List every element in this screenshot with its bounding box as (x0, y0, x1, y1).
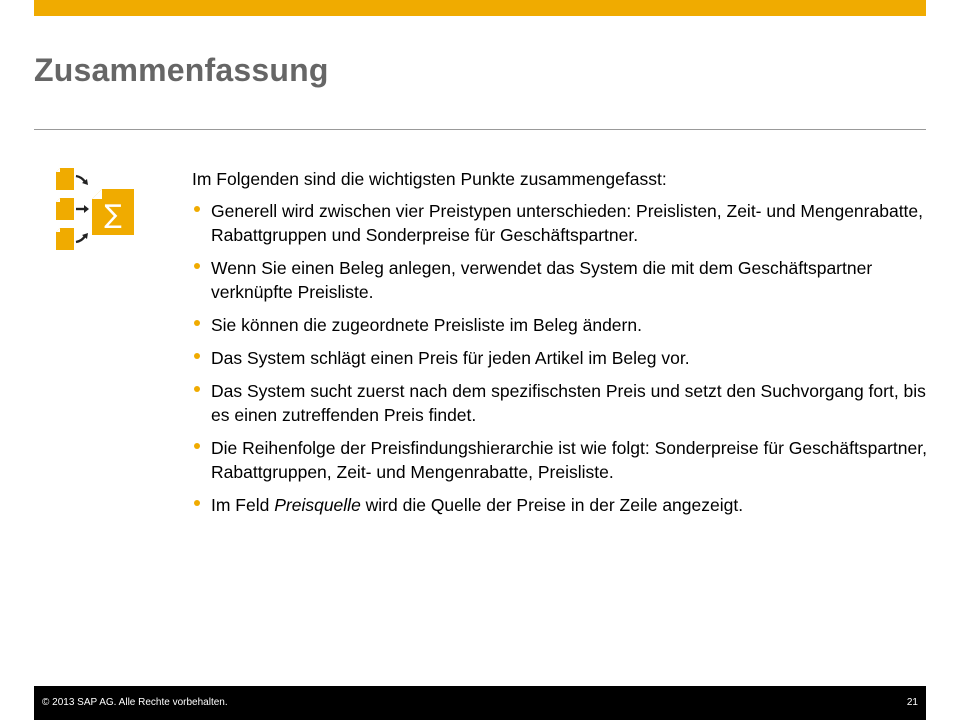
list-item (192, 256, 932, 304)
sigma-icon: ∑ (104, 200, 122, 230)
copyright-notice: © 2013 SAP AG. Alle Rechte vorbehalten. (42, 697, 228, 708)
list-item-text-after: wird die Quelle der Preise in der Zeile angezeigt. (360, 495, 744, 515)
list-item-text: Generell wird zwischen vier Preistypen unterschieden: Preislisten, Zeit- und Mengenrabatte, Rabattgruppen und Sonderpreise für Geschäftspartner. (211, 201, 924, 245)
list-item-text: Sie können die zugeordnete Preisliste im Beleg ändern. (211, 315, 642, 335)
bullet-icon (194, 386, 200, 392)
list-item-text: Das System schlägt einen Preis für jeden Artikel im Beleg vor. (211, 348, 690, 368)
summary-content (192, 167, 932, 526)
footer-bar (34, 686, 926, 720)
arrow-icon (84, 205, 89, 213)
summary-icon (52, 165, 142, 255)
intro-text: Im Folgenden sind die wichtigsten Punkte zusammengefasst: (192, 169, 667, 189)
document-icon (56, 168, 74, 190)
list-item (192, 379, 932, 427)
top-accent-bar (34, 0, 926, 16)
list-item-text: Wenn Sie einen Beleg anlegen, verwendet das System die mit dem Geschäftspartner verknüpfte Preisliste. (211, 258, 873, 302)
bullet-icon (194, 500, 200, 506)
document-icon (56, 198, 74, 220)
list-item (192, 493, 932, 517)
list-item (192, 436, 932, 484)
list-item (192, 346, 932, 370)
bullet-icon (194, 263, 200, 269)
list-item-text: Die Reihenfolge der Preisfindungshierarchie ist wie folgt: Sonderpreise für Geschäftspartner, Rabattgruppen, Zeit- und Mengenrabatte, Preisliste. (211, 438, 927, 482)
list-item (192, 199, 932, 247)
document-icon (56, 228, 74, 250)
page-title: Zusammenfassung (34, 52, 329, 88)
title-divider (34, 129, 926, 130)
page-number: 21 (906, 697, 918, 708)
field-name-emphasis: Preisquelle (274, 495, 361, 515)
summary-points (192, 199, 932, 517)
arrow-icon (76, 176, 85, 182)
bullet-icon (194, 443, 200, 449)
list-item-text: Das System sucht zuerst nach dem spezifischsten Preis und setzt den Suchvorgang fort, bis es einen zutreffenden Preis findet. (211, 381, 926, 425)
bullet-icon (194, 353, 200, 359)
list-item (192, 313, 932, 337)
sum-document-icon (92, 189, 134, 235)
list-item-text-before: Im Feld (211, 495, 275, 515)
bullet-icon (194, 206, 200, 212)
arrow-icon (76, 236, 85, 242)
bullet-icon (194, 320, 200, 326)
